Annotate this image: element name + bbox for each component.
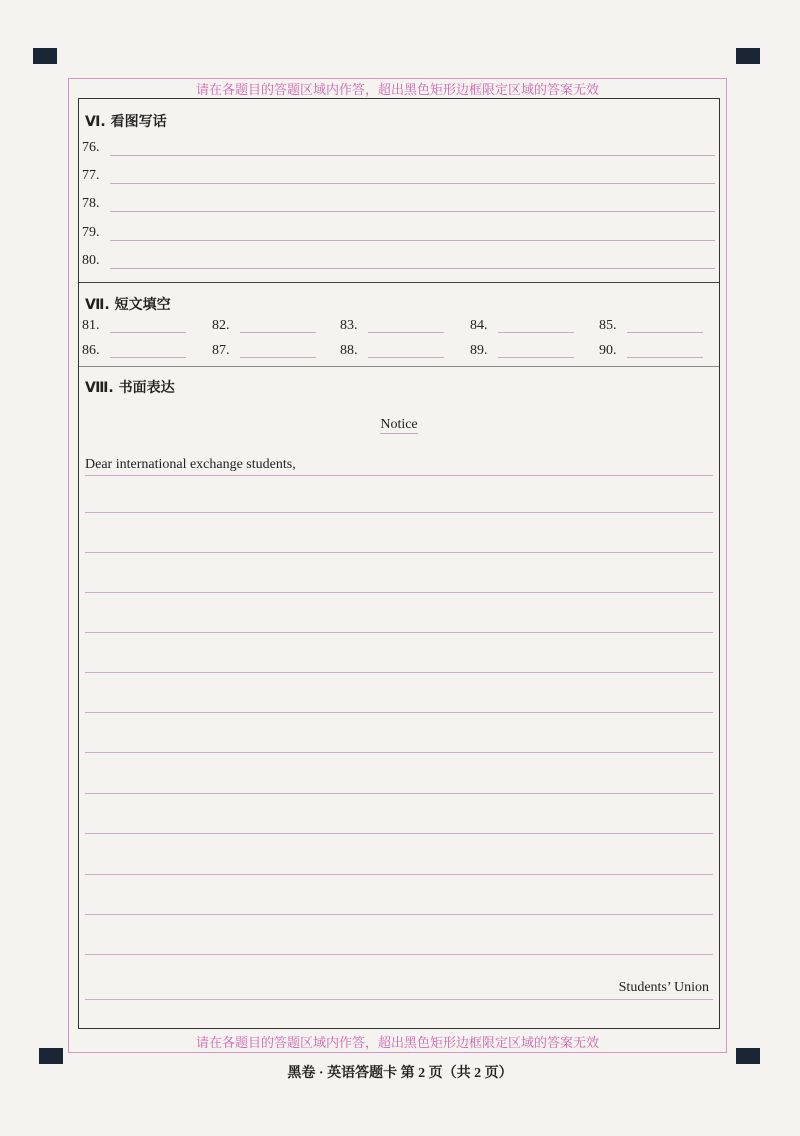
blank-90[interactable]	[599, 341, 709, 361]
question-number: 79.	[82, 225, 100, 240]
writing-line[interactable]	[85, 552, 713, 553]
section-8-title: Ⅷ. 书面表达	[85, 380, 175, 396]
answer-area-frame	[78, 98, 720, 1029]
footer-warning: 请在各题目的答题区域内作答，超出黑色矩形边框限定区域的答案无效	[195, 1035, 599, 1050]
writing-line[interactable]	[85, 632, 713, 633]
question-number: 89.	[470, 343, 488, 358]
writing-line[interactable]	[85, 999, 713, 1000]
question-number: 76.	[82, 140, 100, 155]
question-number: 83.	[340, 318, 358, 333]
writing-line[interactable]	[85, 914, 713, 915]
answer-line-80[interactable]	[82, 251, 715, 271]
blank-83[interactable]	[340, 316, 450, 336]
notice-title	[79, 417, 719, 433]
writing-line[interactable]	[85, 512, 713, 513]
blank-81[interactable]	[82, 316, 192, 336]
writing-line[interactable]	[85, 475, 713, 476]
blank-82[interactable]	[212, 316, 322, 336]
question-number: 88.	[340, 343, 358, 358]
blank-86[interactable]	[82, 341, 192, 361]
answer-line-78[interactable]	[82, 194, 715, 214]
question-number: 78.	[82, 196, 100, 211]
blank-84[interactable]	[470, 316, 580, 336]
question-number: 77.	[82, 168, 100, 183]
section-divider	[79, 366, 719, 367]
section-divider	[79, 282, 719, 283]
question-number: 86.	[82, 343, 100, 358]
section-7-title: Ⅶ. 短文填空	[85, 297, 171, 313]
answer-line-76[interactable]	[82, 138, 715, 158]
writing-line[interactable]	[85, 954, 713, 955]
writing-line[interactable]	[85, 752, 713, 753]
answer-line-77[interactable]	[82, 166, 715, 186]
blank-88[interactable]	[340, 341, 450, 361]
signature: Students’ Union	[618, 980, 709, 995]
blank-85[interactable]	[599, 316, 709, 336]
writing-line[interactable]	[85, 793, 713, 794]
answer-line-79[interactable]	[82, 223, 715, 243]
alignment-marker-top-left	[33, 48, 57, 64]
question-number: 90.	[599, 343, 617, 358]
question-number: 81.	[82, 318, 100, 333]
salutation: Dear international exchange students,	[85, 457, 296, 472]
header-warning: 请在各题目的答题区域内作答，超出黑色矩形边框限定区域的答案无效	[195, 82, 599, 97]
question-number: 82.	[212, 318, 230, 333]
question-number: 87.	[212, 343, 230, 358]
blank-89[interactable]	[470, 341, 580, 361]
writing-line[interactable]	[85, 592, 713, 593]
blank-87[interactable]	[212, 341, 322, 361]
notice-title-text: Notice	[380, 417, 418, 432]
writing-line[interactable]	[85, 874, 713, 875]
question-number: 84.	[470, 318, 488, 333]
alignment-marker-top-right	[736, 48, 760, 64]
writing-line[interactable]	[85, 712, 713, 713]
page-footer: 黑卷 · 英语答题卡 第 2 页（共 2 页）	[287, 1066, 513, 1081]
question-number: 85.	[599, 318, 617, 333]
question-number: 80.	[82, 253, 100, 268]
section-6-title: Ⅵ. 看图写话	[85, 114, 167, 130]
writing-line[interactable]	[85, 833, 713, 834]
writing-line[interactable]	[85, 672, 713, 673]
